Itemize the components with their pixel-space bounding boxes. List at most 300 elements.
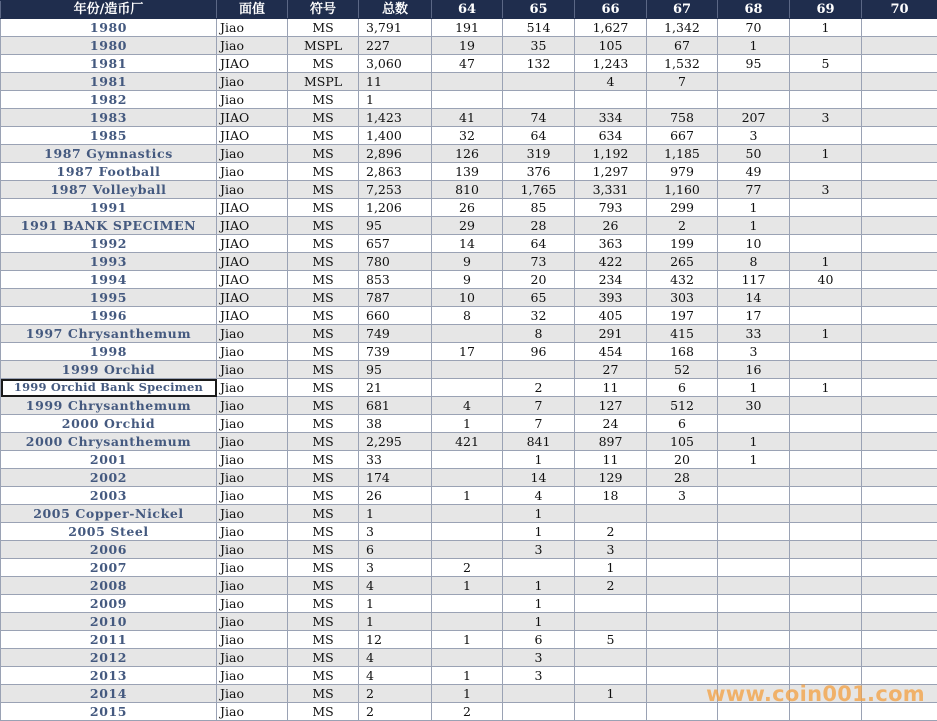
year-cell[interactable]: 1995 xyxy=(1,289,217,307)
grade-66-cell[interactable]: 454 xyxy=(575,343,647,361)
grade-68-cell[interactable]: 14 xyxy=(718,289,790,307)
grade-70-cell[interactable] xyxy=(862,541,937,559)
grade-64-cell[interactable] xyxy=(432,469,503,487)
grade-68-cell[interactable]: 17 xyxy=(718,307,790,325)
grade-70-cell[interactable] xyxy=(862,649,937,667)
grade-69-cell[interactable] xyxy=(790,307,862,325)
grade-69-cell[interactable]: 1 xyxy=(790,253,862,271)
denomination-cell[interactable]: Jiao xyxy=(217,487,288,505)
designation-cell[interactable]: MS xyxy=(288,577,359,595)
grade-65-cell[interactable]: 32 xyxy=(503,307,575,325)
grade-69-cell[interactable] xyxy=(790,289,862,307)
grade-64-cell[interactable] xyxy=(432,451,503,469)
designation-cell[interactable]: MS xyxy=(288,109,359,127)
year-cell[interactable]: 1997 Chrysanthemum xyxy=(1,325,217,343)
denomination-cell[interactable]: JIAO xyxy=(217,253,288,271)
grade-68-cell[interactable]: 30 xyxy=(718,397,790,415)
grade-64-cell[interactable] xyxy=(432,505,503,523)
grade-65-cell[interactable] xyxy=(503,703,575,721)
grade-66-cell[interactable]: 129 xyxy=(575,469,647,487)
grade-70-cell[interactable] xyxy=(862,73,937,91)
denomination-cell[interactable]: JIAO xyxy=(217,109,288,127)
year-cell[interactable]: 1993 xyxy=(1,253,217,271)
grade-66-cell[interactable]: 11 xyxy=(575,379,647,397)
designation-cell[interactable]: MS xyxy=(288,19,359,37)
grade-67-cell[interactable]: 1,532 xyxy=(647,55,718,73)
denomination-cell[interactable]: Jiao xyxy=(217,595,288,613)
grade-68-cell[interactable] xyxy=(718,415,790,433)
total-cell[interactable]: 660 xyxy=(359,307,432,325)
grade-65-cell[interactable]: 1 xyxy=(503,505,575,523)
grade-64-cell[interactable]: 1 xyxy=(432,577,503,595)
year-cell[interactable]: 1999 Orchid xyxy=(1,361,217,379)
denomination-cell[interactable]: Jiao xyxy=(217,505,288,523)
grade-70-cell[interactable] xyxy=(862,55,937,73)
designation-cell[interactable]: MS xyxy=(288,613,359,631)
grade-69-cell[interactable] xyxy=(790,451,862,469)
year-cell[interactable]: 1994 xyxy=(1,271,217,289)
grade-65-cell[interactable]: 64 xyxy=(503,127,575,145)
grade-70-cell[interactable] xyxy=(862,361,937,379)
total-cell[interactable]: 749 xyxy=(359,325,432,343)
grade-66-cell[interactable]: 793 xyxy=(575,199,647,217)
year-cell[interactable]: 2005 Steel xyxy=(1,523,217,541)
grade-68-cell[interactable]: 3 xyxy=(718,127,790,145)
column-header-year[interactable]: 年份/造币厂 xyxy=(1,1,217,19)
grade-64-cell[interactable] xyxy=(432,649,503,667)
total-cell[interactable]: 38 xyxy=(359,415,432,433)
grade-65-cell[interactable]: 3 xyxy=(503,649,575,667)
total-cell[interactable]: 95 xyxy=(359,217,432,235)
designation-cell[interactable]: MS xyxy=(288,253,359,271)
grade-69-cell[interactable]: 5 xyxy=(790,55,862,73)
year-cell[interactable]: 1985 xyxy=(1,127,217,145)
grade-66-cell[interactable] xyxy=(575,505,647,523)
year-cell[interactable]: 2000 Orchid xyxy=(1,415,217,433)
grade-69-cell[interactable] xyxy=(790,487,862,505)
grade-67-cell[interactable] xyxy=(647,649,718,667)
grade-65-cell[interactable]: 7 xyxy=(503,415,575,433)
denomination-cell[interactable]: Jiao xyxy=(217,649,288,667)
grade-68-cell[interactable]: 49 xyxy=(718,163,790,181)
grade-66-cell[interactable]: 105 xyxy=(575,37,647,55)
grade-67-cell[interactable]: 3 xyxy=(647,487,718,505)
year-cell[interactable]: 2000 Chrysanthemum xyxy=(1,433,217,451)
grade-68-cell[interactable]: 1 xyxy=(718,217,790,235)
designation-cell[interactable]: MS xyxy=(288,199,359,217)
grade-64-cell[interactable]: 191 xyxy=(432,19,503,37)
grade-69-cell[interactable] xyxy=(790,343,862,361)
grade-66-cell[interactable]: 1 xyxy=(575,685,647,703)
grade-70-cell[interactable] xyxy=(862,109,937,127)
grade-65-cell[interactable] xyxy=(503,361,575,379)
designation-cell[interactable]: MS xyxy=(288,379,359,397)
grade-68-cell[interactable] xyxy=(718,613,790,631)
grade-64-cell[interactable]: 2 xyxy=(432,559,503,577)
grade-68-cell[interactable]: 1 xyxy=(718,199,790,217)
grade-67-cell[interactable] xyxy=(647,595,718,613)
grade-67-cell[interactable] xyxy=(647,631,718,649)
grade-65-cell[interactable]: 28 xyxy=(503,217,575,235)
year-cell[interactable]: 2002 xyxy=(1,469,217,487)
grade-64-cell[interactable]: 32 xyxy=(432,127,503,145)
grade-68-cell[interactable] xyxy=(718,541,790,559)
grade-66-cell[interactable]: 127 xyxy=(575,397,647,415)
grade-64-cell[interactable] xyxy=(432,73,503,91)
grade-65-cell[interactable]: 514 xyxy=(503,19,575,37)
denomination-cell[interactable]: Jiao xyxy=(217,343,288,361)
grade-67-cell[interactable]: 432 xyxy=(647,271,718,289)
grade-64-cell[interactable]: 1 xyxy=(432,631,503,649)
year-cell[interactable]: 1999 Orchid Bank Specimen xyxy=(1,379,217,397)
grade-66-cell[interactable]: 393 xyxy=(575,289,647,307)
grade-68-cell[interactable]: 8 xyxy=(718,253,790,271)
grade-66-cell[interactable]: 234 xyxy=(575,271,647,289)
total-cell[interactable]: 657 xyxy=(359,235,432,253)
grade-70-cell[interactable] xyxy=(862,127,937,145)
grade-69-cell[interactable] xyxy=(790,631,862,649)
designation-cell[interactable]: MS xyxy=(288,307,359,325)
year-cell[interactable]: 2010 xyxy=(1,613,217,631)
denomination-cell[interactable]: JIAO xyxy=(217,127,288,145)
denomination-cell[interactable]: Jiao xyxy=(217,685,288,703)
grade-64-cell[interactable] xyxy=(432,379,503,397)
year-cell[interactable]: 1998 xyxy=(1,343,217,361)
grade-67-cell[interactable]: 7 xyxy=(647,73,718,91)
year-cell[interactable]: 2015 xyxy=(1,703,217,721)
grade-64-cell[interactable]: 14 xyxy=(432,235,503,253)
total-cell[interactable]: 1 xyxy=(359,505,432,523)
grade-65-cell[interactable]: 73 xyxy=(503,253,575,271)
total-cell[interactable]: 3 xyxy=(359,523,432,541)
grade-69-cell[interactable] xyxy=(790,595,862,613)
grade-69-cell[interactable] xyxy=(790,361,862,379)
designation-cell[interactable]: MS xyxy=(288,145,359,163)
denomination-cell[interactable]: JIAO xyxy=(217,199,288,217)
grade-66-cell[interactable] xyxy=(575,91,647,109)
grade-67-cell[interactable]: 197 xyxy=(647,307,718,325)
year-cell[interactable]: 1987 Gymnastics xyxy=(1,145,217,163)
denomination-cell[interactable]: Jiao xyxy=(217,433,288,451)
grade-70-cell[interactable] xyxy=(862,217,937,235)
grade-70-cell[interactable] xyxy=(862,235,937,253)
grade-66-cell[interactable]: 634 xyxy=(575,127,647,145)
designation-cell[interactable]: MS xyxy=(288,235,359,253)
grade-66-cell[interactable] xyxy=(575,613,647,631)
grade-68-cell[interactable] xyxy=(718,469,790,487)
grade-65-cell[interactable]: 132 xyxy=(503,55,575,73)
grade-66-cell[interactable]: 1,192 xyxy=(575,145,647,163)
grade-64-cell[interactable]: 8 xyxy=(432,307,503,325)
denomination-cell[interactable]: Jiao xyxy=(217,91,288,109)
grade-64-cell[interactable]: 139 xyxy=(432,163,503,181)
grade-68-cell[interactable] xyxy=(718,523,790,541)
denomination-cell[interactable]: JIAO xyxy=(217,289,288,307)
total-cell[interactable]: 1 xyxy=(359,595,432,613)
grade-67-cell[interactable]: 6 xyxy=(647,379,718,397)
grade-65-cell[interactable]: 65 xyxy=(503,289,575,307)
denomination-cell[interactable]: Jiao xyxy=(217,703,288,721)
year-cell[interactable]: 1991 BANK SPECIMEN xyxy=(1,217,217,235)
year-cell[interactable]: 2003 xyxy=(1,487,217,505)
total-cell[interactable]: 1,400 xyxy=(359,127,432,145)
total-cell[interactable]: 4 xyxy=(359,577,432,595)
grade-66-cell[interactable]: 405 xyxy=(575,307,647,325)
grade-67-cell[interactable]: 265 xyxy=(647,253,718,271)
designation-cell[interactable]: MS xyxy=(288,127,359,145)
grade-69-cell[interactable] xyxy=(790,163,862,181)
grade-70-cell[interactable] xyxy=(862,613,937,631)
grade-68-cell[interactable]: 1 xyxy=(718,433,790,451)
grade-69-cell[interactable]: 40 xyxy=(790,271,862,289)
designation-cell[interactable]: MS xyxy=(288,703,359,721)
grade-66-cell[interactable]: 1,297 xyxy=(575,163,647,181)
grade-70-cell[interactable] xyxy=(862,37,937,55)
grade-70-cell[interactable] xyxy=(862,325,937,343)
grade-68-cell[interactable]: 1 xyxy=(718,379,790,397)
grade-68-cell[interactable] xyxy=(718,487,790,505)
designation-cell[interactable]: MS xyxy=(288,163,359,181)
grade-67-cell[interactable]: 28 xyxy=(647,469,718,487)
denomination-cell[interactable]: Jiao xyxy=(217,325,288,343)
total-cell[interactable]: 3 xyxy=(359,559,432,577)
grade-70-cell[interactable] xyxy=(862,523,937,541)
total-cell[interactable]: 3,791 xyxy=(359,19,432,37)
grade-70-cell[interactable] xyxy=(862,433,937,451)
grade-69-cell[interactable] xyxy=(790,127,862,145)
grade-68-cell[interactable]: 207 xyxy=(718,109,790,127)
grade-66-cell[interactable]: 1 xyxy=(575,559,647,577)
denomination-cell[interactable]: Jiao xyxy=(217,559,288,577)
grade-70-cell[interactable] xyxy=(862,253,937,271)
designation-cell[interactable]: MS xyxy=(288,271,359,289)
grade-68-cell[interactable]: 77 xyxy=(718,181,790,199)
total-cell[interactable]: 2,295 xyxy=(359,433,432,451)
grade-66-cell[interactable]: 26 xyxy=(575,217,647,235)
grade-64-cell[interactable]: 9 xyxy=(432,253,503,271)
grade-64-cell[interactable]: 26 xyxy=(432,199,503,217)
denomination-cell[interactable]: Jiao xyxy=(217,73,288,91)
grade-70-cell[interactable] xyxy=(862,19,937,37)
year-cell[interactable]: 2012 xyxy=(1,649,217,667)
designation-cell[interactable]: MS xyxy=(288,325,359,343)
year-cell[interactable]: 1981 xyxy=(1,55,217,73)
grade-69-cell[interactable] xyxy=(790,559,862,577)
grade-65-cell[interactable]: 4 xyxy=(503,487,575,505)
grade-69-cell[interactable] xyxy=(790,235,862,253)
year-cell[interactable]: 1987 Volleyball xyxy=(1,181,217,199)
column-header-grade-64[interactable]: 64 xyxy=(432,1,503,19)
grade-67-cell[interactable]: 979 xyxy=(647,163,718,181)
year-cell[interactable]: 2008 xyxy=(1,577,217,595)
grade-64-cell[interactable]: 41 xyxy=(432,109,503,127)
grade-69-cell[interactable] xyxy=(790,199,862,217)
grade-64-cell[interactable] xyxy=(432,91,503,109)
designation-cell[interactable]: MS xyxy=(288,181,359,199)
grade-65-cell[interactable]: 1 xyxy=(503,577,575,595)
column-header-total[interactable]: 总数 xyxy=(359,1,432,19)
total-cell[interactable]: 2 xyxy=(359,703,432,721)
grade-70-cell[interactable] xyxy=(862,145,937,163)
grade-69-cell[interactable] xyxy=(790,469,862,487)
column-header-grade-67[interactable]: 67 xyxy=(647,1,718,19)
grade-67-cell[interactable] xyxy=(647,541,718,559)
grade-70-cell[interactable] xyxy=(862,559,937,577)
denomination-cell[interactable]: Jiao xyxy=(217,37,288,55)
year-cell[interactable]: 1999 Chrysanthemum xyxy=(1,397,217,415)
designation-cell[interactable]: MS xyxy=(288,469,359,487)
grade-64-cell[interactable] xyxy=(432,595,503,613)
grade-67-cell[interactable]: 667 xyxy=(647,127,718,145)
grade-65-cell[interactable]: 85 xyxy=(503,199,575,217)
grade-65-cell[interactable] xyxy=(503,91,575,109)
year-cell[interactable]: 2007 xyxy=(1,559,217,577)
grade-67-cell[interactable] xyxy=(647,577,718,595)
grade-68-cell[interactable]: 50 xyxy=(718,145,790,163)
grade-67-cell[interactable]: 1,185 xyxy=(647,145,718,163)
grade-66-cell[interactable]: 3,331 xyxy=(575,181,647,199)
designation-cell[interactable]: MS xyxy=(288,397,359,415)
grade-64-cell[interactable]: 9 xyxy=(432,271,503,289)
total-cell[interactable]: 1,423 xyxy=(359,109,432,127)
grade-67-cell[interactable]: 1,342 xyxy=(647,19,718,37)
grade-69-cell[interactable] xyxy=(790,433,862,451)
grade-68-cell[interactable]: 1 xyxy=(718,37,790,55)
denomination-cell[interactable]: Jiao xyxy=(217,631,288,649)
designation-cell[interactable]: MS xyxy=(288,559,359,577)
total-cell[interactable]: 227 xyxy=(359,37,432,55)
grade-69-cell[interactable] xyxy=(790,397,862,415)
grade-69-cell[interactable] xyxy=(790,37,862,55)
grade-66-cell[interactable]: 291 xyxy=(575,325,647,343)
denomination-cell[interactable]: Jiao xyxy=(217,181,288,199)
designation-cell[interactable]: MS xyxy=(288,451,359,469)
year-cell[interactable]: 2006 xyxy=(1,541,217,559)
grade-67-cell[interactable] xyxy=(647,91,718,109)
denomination-cell[interactable]: Jiao xyxy=(217,667,288,685)
grade-68-cell[interactable]: 70 xyxy=(718,19,790,37)
grade-67-cell[interactable]: 168 xyxy=(647,343,718,361)
grade-70-cell[interactable] xyxy=(862,379,937,397)
grade-65-cell[interactable]: 1 xyxy=(503,613,575,631)
denomination-cell[interactable]: Jiao xyxy=(217,541,288,559)
grade-67-cell[interactable]: 105 xyxy=(647,433,718,451)
grade-64-cell[interactable]: 1 xyxy=(432,685,503,703)
grade-64-cell[interactable]: 1 xyxy=(432,487,503,505)
grade-68-cell[interactable] xyxy=(718,595,790,613)
grade-65-cell[interactable]: 3 xyxy=(503,667,575,685)
grade-66-cell[interactable]: 1,627 xyxy=(575,19,647,37)
year-cell[interactable]: 2011 xyxy=(1,631,217,649)
grade-65-cell[interactable]: 1 xyxy=(503,451,575,469)
year-cell[interactable]: 1992 xyxy=(1,235,217,253)
denomination-cell[interactable]: JIAO xyxy=(217,271,288,289)
denomination-cell[interactable]: Jiao xyxy=(217,469,288,487)
grade-68-cell[interactable]: 10 xyxy=(718,235,790,253)
grade-66-cell[interactable]: 422 xyxy=(575,253,647,271)
grade-69-cell[interactable]: 3 xyxy=(790,181,862,199)
grade-64-cell[interactable] xyxy=(432,613,503,631)
grade-70-cell[interactable] xyxy=(862,343,937,361)
designation-cell[interactable]: MS xyxy=(288,217,359,235)
grade-70-cell[interactable] xyxy=(862,577,937,595)
year-cell[interactable]: 1991 xyxy=(1,199,217,217)
grade-64-cell[interactable]: 10 xyxy=(432,289,503,307)
grade-66-cell[interactable]: 2 xyxy=(575,577,647,595)
denomination-cell[interactable]: JIAO xyxy=(217,307,288,325)
grade-70-cell[interactable] xyxy=(862,181,937,199)
grade-70-cell[interactable] xyxy=(862,289,937,307)
column-header-denomination[interactable]: 面值 xyxy=(217,1,288,19)
grade-66-cell[interactable]: 363 xyxy=(575,235,647,253)
denomination-cell[interactable]: Jiao xyxy=(217,613,288,631)
grade-67-cell[interactable]: 20 xyxy=(647,451,718,469)
grade-68-cell[interactable]: 3 xyxy=(718,343,790,361)
designation-cell[interactable]: MS xyxy=(288,415,359,433)
denomination-cell[interactable]: Jiao xyxy=(217,397,288,415)
total-cell[interactable]: 739 xyxy=(359,343,432,361)
total-cell[interactable]: 7,253 xyxy=(359,181,432,199)
total-cell[interactable]: 1,206 xyxy=(359,199,432,217)
grade-69-cell[interactable]: 1 xyxy=(790,19,862,37)
year-cell[interactable]: 1981 xyxy=(1,73,217,91)
grade-65-cell[interactable]: 841 xyxy=(503,433,575,451)
total-cell[interactable]: 26 xyxy=(359,487,432,505)
grade-66-cell[interactable]: 27 xyxy=(575,361,647,379)
grade-69-cell[interactable] xyxy=(790,73,862,91)
designation-cell[interactable]: MS xyxy=(288,523,359,541)
grade-67-cell[interactable]: 299 xyxy=(647,199,718,217)
grade-64-cell[interactable]: 421 xyxy=(432,433,503,451)
total-cell[interactable]: 6 xyxy=(359,541,432,559)
grade-67-cell[interactable]: 303 xyxy=(647,289,718,307)
year-cell[interactable]: 2001 xyxy=(1,451,217,469)
grade-64-cell[interactable]: 4 xyxy=(432,397,503,415)
grade-65-cell[interactable]: 8 xyxy=(503,325,575,343)
total-cell[interactable]: 4 xyxy=(359,667,432,685)
grade-65-cell[interactable]: 1,765 xyxy=(503,181,575,199)
grade-66-cell[interactable]: 2 xyxy=(575,523,647,541)
designation-cell[interactable]: MS xyxy=(288,667,359,685)
grade-68-cell[interactable] xyxy=(718,559,790,577)
grade-70-cell[interactable] xyxy=(862,307,937,325)
designation-cell[interactable]: MS xyxy=(288,505,359,523)
total-cell[interactable]: 780 xyxy=(359,253,432,271)
denomination-cell[interactable]: Jiao xyxy=(217,523,288,541)
column-header-grade-68[interactable]: 68 xyxy=(718,1,790,19)
grade-64-cell[interactable] xyxy=(432,361,503,379)
grade-64-cell[interactable]: 810 xyxy=(432,181,503,199)
year-cell[interactable]: 1982 xyxy=(1,91,217,109)
denomination-cell[interactable]: JIAO xyxy=(217,55,288,73)
grade-65-cell[interactable] xyxy=(503,685,575,703)
denomination-cell[interactable]: Jiao xyxy=(217,145,288,163)
grade-70-cell[interactable] xyxy=(862,595,937,613)
denomination-cell[interactable]: JIAO xyxy=(217,235,288,253)
grade-69-cell[interactable] xyxy=(790,505,862,523)
year-cell[interactable]: 1987 Football xyxy=(1,163,217,181)
year-cell[interactable]: 2013 xyxy=(1,667,217,685)
grade-64-cell[interactable] xyxy=(432,541,503,559)
grade-68-cell[interactable] xyxy=(718,505,790,523)
grade-70-cell[interactable] xyxy=(862,469,937,487)
year-cell[interactable]: 1983 xyxy=(1,109,217,127)
grade-64-cell[interactable]: 19 xyxy=(432,37,503,55)
grade-64-cell[interactable]: 29 xyxy=(432,217,503,235)
grade-68-cell[interactable]: 117 xyxy=(718,271,790,289)
designation-cell[interactable]: MS xyxy=(288,541,359,559)
grade-65-cell[interactable]: 74 xyxy=(503,109,575,127)
